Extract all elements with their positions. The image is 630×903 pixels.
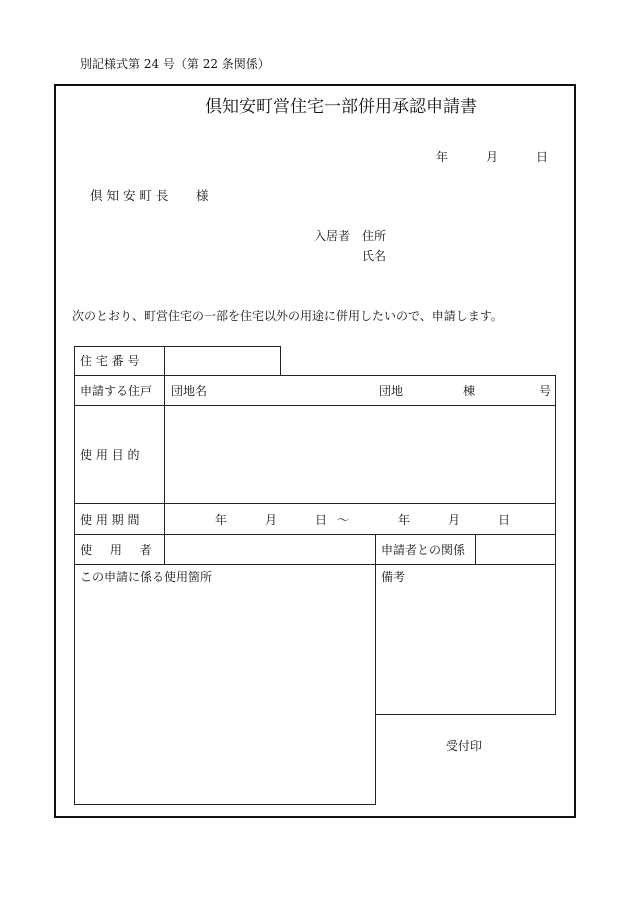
period-year-2: 年 [398,513,411,527]
purpose-label-cell [74,405,165,504]
user-label-cell [74,534,165,565]
housing-number-field[interactable] [164,346,281,376]
period-year-1: 年 [215,513,228,527]
purpose-field[interactable] [164,405,556,504]
dwelling-label: 申請する住戸 [80,384,153,398]
dwelling-field[interactable] [164,375,556,406]
period-month-1: 月 [265,513,278,527]
user-label: 使 用 者 [80,543,159,557]
relation-field[interactable] [475,534,556,565]
usage-location-label: この申請に係る使用箇所 [80,570,213,584]
period-day-1: 日 [315,513,328,527]
page-title: 倶知安町営住宅一部併用承認申請書 [205,97,477,117]
building-label: 棟 [463,384,476,398]
remarks-field[interactable] [375,564,556,715]
purpose-label: 使 用 目 的 [80,448,140,462]
applicant-name-field[interactable] [392,246,562,264]
unit-label: 号 [539,384,552,398]
applicant-name-label: 氏名 [362,249,387,263]
complex-name-label: 団地名 [171,384,208,398]
applicant-address-field[interactable] [392,226,562,244]
housing-number-label: 住 宅 番 号 [80,354,140,368]
remarks-label: 備考 [381,570,406,584]
applicant-address-label: 住所 [362,229,387,243]
period-label-cell [74,503,165,535]
period-day-2: 日 [498,513,511,527]
form-number-note: 別記様式第 24 号（第 22 条関係） [80,57,270,71]
relation-label: 申請者との関係 [381,543,466,557]
user-field[interactable] [164,534,376,565]
date-month: 月 [486,150,499,164]
period-separator: ～ [337,513,350,527]
date-year: 年 [436,150,449,164]
addressee: 倶 知 安 町 長 [90,188,169,203]
usage-location-field[interactable] [74,564,376,805]
complex-label: 団地 [379,384,404,398]
period-field[interactable] [164,503,556,535]
housing-number-label-cell [74,346,165,376]
period-label: 使 用 期 間 [80,513,140,527]
dwelling-label-cell [74,375,165,406]
relation-label-cell [375,534,476,565]
application-statement: 次のとおり、町営住宅の一部を住宅以外の用途に併用したいので、申請します。 [72,309,503,323]
period-month-2: 月 [448,513,461,527]
receipt-stamp-label: 受付印 [446,739,483,753]
date-day: 日 [536,150,549,164]
addressee-suffix: 様 [196,188,209,203]
applicant-role: 入居者 [314,229,351,243]
